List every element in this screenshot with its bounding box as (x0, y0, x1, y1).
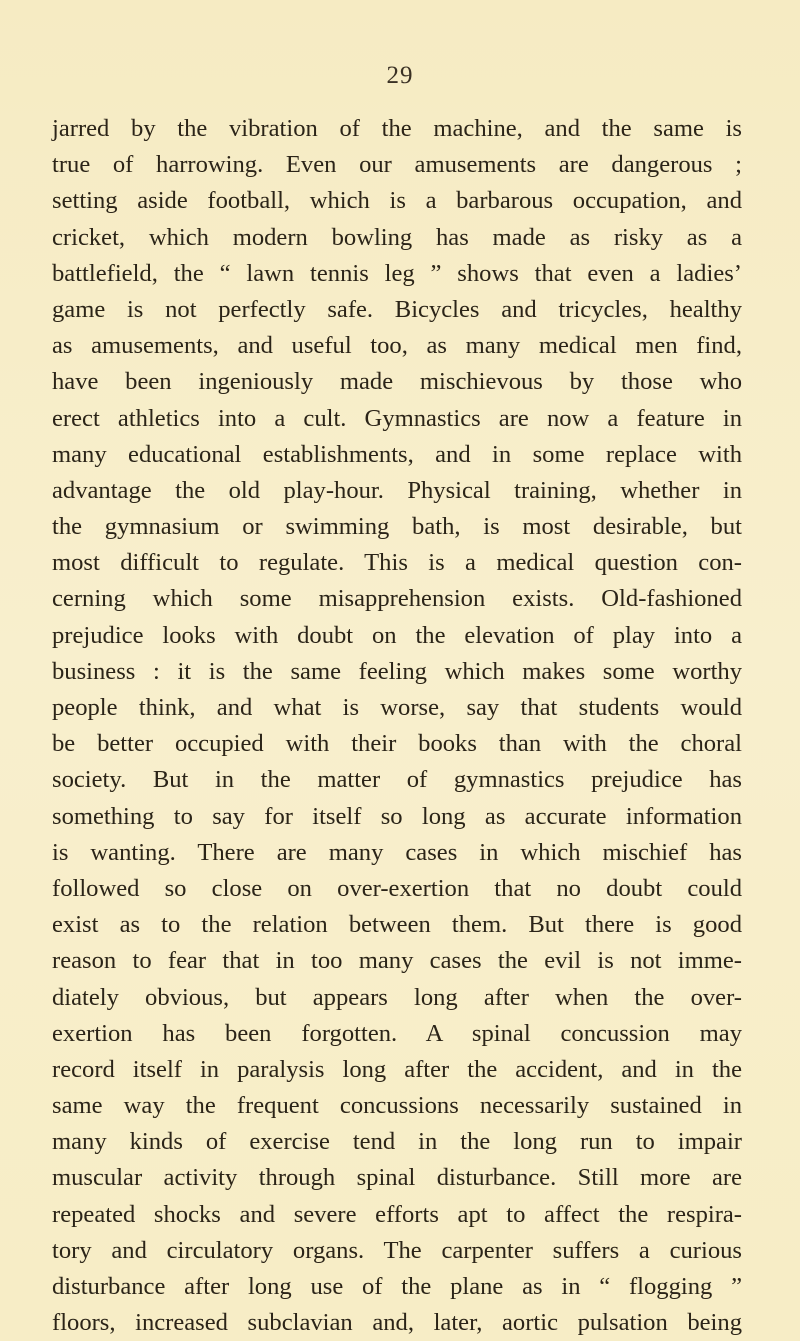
text-line: be better occupied with their books than with the choral (52, 730, 742, 758)
body-text (52, 111, 742, 1341)
text-line: many kinds of exercise tend in the long run to impair (52, 1128, 742, 1156)
text-line: muscular activity through spinal disturbance. Still more are (52, 1164, 742, 1192)
text-line: game is not perfectly safe. Bicycles and tricycles, healthy (52, 295, 742, 323)
text-line: repeated shocks and severe efforts apt to affect the respira- (52, 1200, 742, 1228)
text-line: something to say for itself so long as accurate information (52, 802, 742, 830)
text-line: cerning which some misapprehension exists. Old-fashioned (52, 585, 742, 613)
text-line: many educational establishments, and in some replace with (52, 440, 742, 468)
text-line: most difficult to regulate. This is a medical question con- (52, 549, 742, 577)
text-line: followed so close on over-exertion that no doubt could (52, 874, 742, 902)
text-line: have been ingeniously made mischievous by those who (52, 368, 742, 396)
text-line: true of harrowing. Even our amusements are dangerous ; (52, 151, 742, 179)
text-line: business : it is the same feeling which makes some worthy (52, 657, 742, 685)
text-line: people think, and what is worse, say that students would (52, 694, 742, 721)
text-line: record itself in paralysis long after the accident, and in the (52, 1055, 742, 1083)
text-line: cricket, which modern bowling has made as risky as a (52, 223, 742, 251)
text-line: society. But in the matter of gymnastics prejudice has (52, 766, 742, 794)
text-line: advantage the old play-hour. Physical training, whether in (52, 476, 742, 504)
text-line: prejudice looks with doubt on the elevation of play into a (52, 621, 742, 649)
page-number: 29 (386, 62, 414, 89)
text-line: as amusements, and useful too, as many medical men find, (52, 332, 742, 360)
text-line: is wanting. There are many cases in which mischief has (52, 838, 742, 866)
text-line: diately obvious, but appears long after when the over- (52, 983, 742, 1011)
text-line: exist as to the relation between them. But there is good (52, 911, 742, 939)
text-line: tory and circulatory organs. The carpenter suffers a curious (52, 1236, 742, 1264)
text-line: setting aside football, which is a barbarous occupation, and (52, 187, 742, 215)
text-line: same way the frequent concussions necessarily sustained in (52, 1092, 742, 1120)
text-line: jarred by the vibration of the machine, and the same is (52, 115, 742, 142)
text-line: the gymnasium or swimming bath, is most desirable, but (52, 513, 742, 541)
text-line: battlefield, the “ lawn tennis leg ” shows that even a ladies’ (52, 259, 742, 287)
text-line: reason to fear that in too many cases the evil is not imme- (52, 947, 742, 975)
text-line: erect athletics into a cult. Gymnastics are now a feature in (52, 404, 742, 432)
text-line: exertion has been forgotten. A spinal concussion may (52, 1019, 742, 1047)
text-line: disturbance after long use of the plane as in “ flogging ” (52, 1273, 742, 1300)
text-line: floors, increased subclavian and, later, aortic pulsation being (52, 1309, 742, 1337)
